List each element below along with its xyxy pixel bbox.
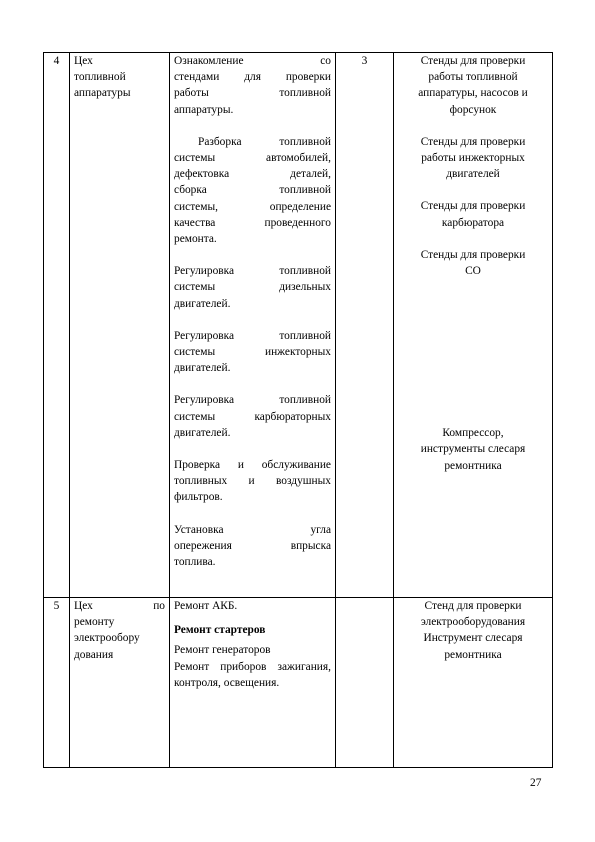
work-list: [170, 53, 336, 598]
hours-cell: [336, 598, 394, 768]
table-row: [44, 598, 553, 768]
equipment-line: Стенд для проверки: [424, 600, 522, 612]
workshop-line: дования: [74, 648, 114, 661]
equipment-line: электрооборудования: [420, 616, 526, 629]
equipment-item: Компрессор, инструменты слесаря ремонтника: [420, 427, 526, 472]
equipment-item: Стенды для проверки СО: [420, 248, 526, 278]
equipment-line: ремонтника: [444, 648, 502, 661]
workshop-line: ремонту: [74, 616, 115, 629]
table-row: [44, 53, 553, 598]
work-item: Ремонт приборов зажигания, контроля, освещения.: [174, 660, 331, 689]
workshop-name: [70, 53, 170, 598]
workshop-line: топливной: [74, 71, 126, 84]
work-item: Разборка топливной системы автомобилей, дефектовка деталей, сборка топливной системы, определение качества проведенного ремонта.: [174, 135, 331, 246]
workshop-name: [70, 598, 170, 768]
work-item: Проверка и обслуживание топливных и воздушных фильтров.: [174, 459, 331, 504]
equipment-list: [394, 598, 553, 768]
equipment-item: Стенды для проверки работы инжекторных двигателей: [420, 135, 526, 181]
page-number: 27: [530, 777, 542, 789]
equipment-list: [394, 53, 553, 598]
work-item: Регулировка топливной системы дизельных двигателей.: [174, 265, 331, 310]
workshop-line: аппаратуры: [74, 87, 131, 100]
workshop-line: электрообору: [74, 632, 140, 645]
work-item: Регулировка топливной системы карбюраторных двигателей.: [174, 394, 331, 439]
hours-cell: 3: [336, 53, 394, 598]
work-item: Регулировка топливной системы инжекторных двигателей.: [174, 329, 331, 375]
work-item: Ремонт стартеров: [174, 624, 266, 637]
workshop-line: Цех: [74, 55, 93, 67]
row-number: 4: [44, 53, 70, 598]
work-list: [170, 598, 336, 768]
workshop-table: [43, 52, 553, 768]
equipment-item: Стенды для проверки работы топливной аппаратуры, насосов и форсунок: [418, 55, 528, 116]
work-item: Ремонт генераторов: [174, 644, 271, 657]
equipment-item: Стенды для проверки карбюратора: [420, 200, 526, 229]
equipment-line: Инструмент слесаря: [423, 632, 523, 645]
work-item: Ремонт АКБ.: [174, 600, 238, 612]
row-number: 5: [44, 598, 70, 768]
work-item: Ознакомление со стендами для проверки работы топливной аппаратуры.: [174, 55, 331, 116]
work-item: Установка угла опережения впрыска топлива.: [174, 523, 331, 569]
workshop-line: Цех по: [74, 600, 165, 612]
